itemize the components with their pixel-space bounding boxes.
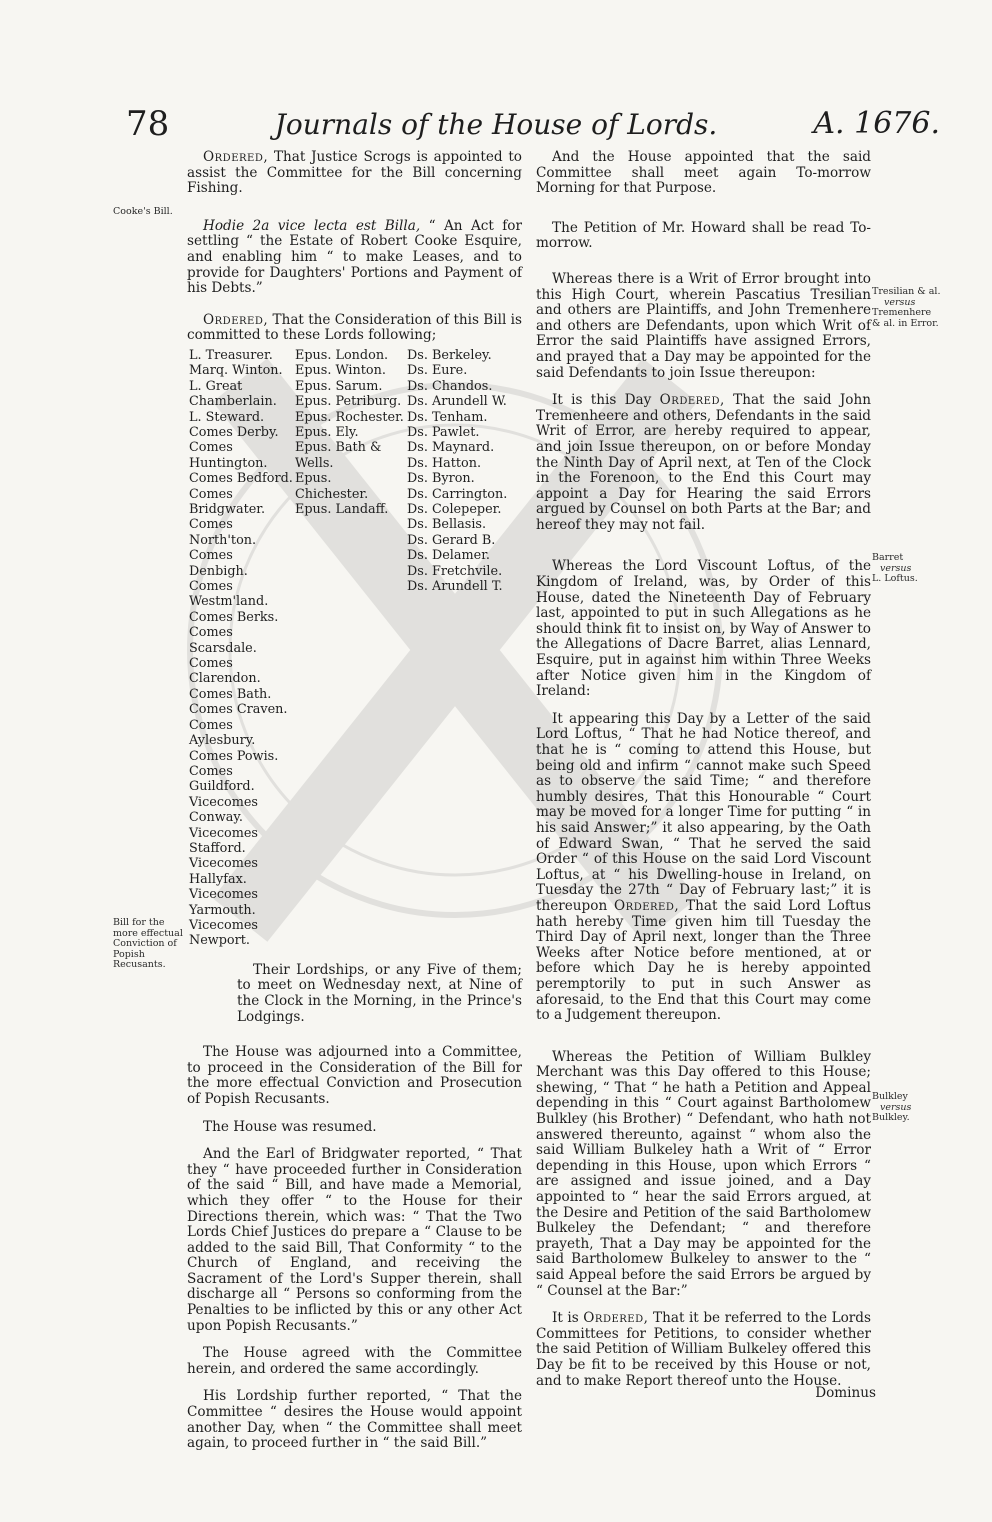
lord-name: Ds. Fretchvile.: [407, 563, 503, 579]
margin-note-line: L. Loftus.: [872, 573, 918, 584]
margin-note-line: Bulkley.: [872, 1112, 910, 1123]
page-header: [0, 104, 992, 148]
order-lead: Ordered,: [659, 392, 725, 409]
lord-name: Epus. Petriburg.: [295, 394, 402, 410]
margin-note-line: Barret: [872, 552, 904, 563]
lord-name: Epus. Chichester.: [295, 471, 369, 502]
loftus-order: [536, 712, 871, 1024]
latin-lead: Hodie 2a vice lecta est Billa,: [203, 217, 421, 234]
lord-name: Epus. Winton.: [295, 363, 386, 379]
bulkley-petition: Whereas the Petition of William Bulkley Merchant was this Day offered to this House; shewing, “ That “ he hath a Petition and Appeal depending in this “ Court against Bartholomew Bulkley (his Brother) “ Defendant, who hath not answered thereunto, against “ whom also the said William Bulkeley hath a Writ of “ Error depending in this House, upon which Errors “ are assigned and issue joined, and a Day appointed to “ hear the said Errors argued, at the Desire and Petition of the said Bartholomew Bulkeley the Defendant; “ and therefore prayeth, That a Day may be appointed for the said Bartholomew Bulkeley to answer to the “ said Appeal before the said Errors be argued by “ Counsel at the Bar:”: [536, 1048, 871, 1299]
lord-name: Comes Berks.: [189, 609, 279, 625]
lord-name: Ds. Tenham.: [407, 409, 488, 425]
lord-name: Ds. Eure.: [407, 363, 468, 379]
page-number: 78: [126, 104, 170, 144]
further-report: His Lordship further reported, “ That the Committee “ desires the House would appoint another Day, when “ the Committee shall meet again, to proceed further in “ the said Bill.”: [187, 1388, 522, 1452]
order-text: That the said Lord Loftus hath hereby Time given him till Tuesday the Third Day of April next, longer than the Three Weeks after Notice before mentioned, at or before which Day he is hereby appointed peremptorily to put in such Answer as aforesaid, to the End that this Court may come to a Judgement thereupon.: [536, 897, 871, 1024]
order-text: That the said John Tremenheere and others, Defendants in the said Writ of Error, are hereby required to appear, and join Issue thereupon, on or before Monday the Ninth Day of April next, at Ten of the Clock in the Forenoon, to the End this Court may appoint a Day for Hearing the said Errors argued by Counsel on both Parts at the Bar; and hereof they may not fail.: [536, 392, 871, 533]
left-column: [187, 150, 522, 1464]
margin-note-tresilian: [872, 287, 952, 329]
lord-name: Comes North'ton.: [189, 517, 257, 548]
lord-name: Epus. London.: [295, 347, 389, 363]
lord-name: Ds. Gerard B.: [407, 532, 496, 548]
right-column: [536, 150, 871, 1401]
lord-name: Ds. Delamer.: [407, 548, 491, 564]
lord-name: L. Treasurer.: [189, 347, 273, 363]
lord-name: Epus. Ely.: [295, 424, 359, 440]
margin-note-line: versus: [884, 296, 916, 308]
house-resumed: The House was resumed.: [203, 1118, 377, 1135]
lord-name: Comes Clarendon.: [189, 656, 261, 687]
lords-spiritual-column: [293, 348, 405, 949]
lord-name: Comes Bridgwater.: [189, 486, 266, 517]
bill-text: “ An Act for settling “ the Estate of Robert Cooke Esquire, and enabling him “ to make Leases, and to provide for Daughters' Portions and Payment of his Debts.”: [187, 217, 522, 297]
margin-note-barret: [872, 553, 942, 585]
lord-name: Comes Craven.: [189, 702, 288, 718]
lord-name: Ds. Berkeley.: [407, 347, 492, 363]
lord-name: Ds. Colepeper.: [407, 502, 502, 517]
margin-note-popish: Bill for the more effectual Conviction of Popish Recusants.: [113, 917, 183, 970]
bulkley-order: [536, 1311, 871, 1389]
lord-name: Comes Westm'land.: [189, 579, 269, 610]
margin-note-line: Bulkley: [872, 1091, 908, 1102]
order-text: That it be referred to the Lords Committees for Petitions, to consider whether the said Petition of William Bulkeley offered this Day be fit to be received by this House or not, and to make Report thereof unto the House.: [536, 1310, 871, 1389]
margin-note-line: Tremenhere: [872, 307, 932, 318]
lord-name: Comes Huntington.: [189, 440, 268, 471]
order-committee: [187, 313, 522, 344]
order-lead: Ordered,: [583, 1310, 649, 1327]
lord-name: Marq. Winton.: [189, 363, 283, 379]
lord-name: L. Steward.: [189, 409, 265, 425]
lord-name: Epus. Rochester.: [295, 409, 404, 425]
lord-name: Vicecomes Hallyfax.: [189, 856, 258, 887]
margin-note-line: versus: [880, 562, 912, 574]
lord-name: Ds. Chandos.: [407, 378, 493, 394]
order-scrogs: [187, 150, 522, 197]
lord-name: Comes Aylesbury.: [189, 717, 256, 749]
order-prefix: It is this Day: [552, 392, 660, 409]
lord-name: Epus. Bath & Wells.: [295, 440, 382, 471]
lord-name: Comes Derby.: [189, 424, 279, 440]
order-prefix: It appearing this Day by a Letter of the said Lord Loftus, “ That he had Notice thereof, and that he is “ coming to attend this House, but being old and infirm “ cannot make such Speed as to observe the said Time; “ and therefore humbly desires, That this Honourable “ Court may be moved for a longer Time for putting “ in his said Answer;” it also appearing, by the Oath of Edward Swan, “ That he served the said Order “ of this House on the said Lord Viscount Loftus, at “ his Dwelling-house in Ireland, on Tuesday the 27th “ Day of February last;” it is thereupon: [536, 710, 871, 914]
margin-note-cooke: Cooke's Bill.: [113, 206, 173, 217]
barons-column: [405, 348, 522, 949]
order-text: That the Consideration of this Bill is committed to these Lords following;: [187, 311, 522, 344]
order-prefix: It is: [552, 1310, 584, 1327]
lord-name: Ds. Arundell W.: [407, 394, 507, 410]
margin-note-line: & al. in Error.: [872, 317, 939, 329]
lord-name: L. Great Chamberlain.: [189, 378, 277, 410]
lord-name: Comes Scarsdale.: [189, 625, 257, 656]
house-adjourned: The House was adjourned into a Committee, to proceed in the Consideration of the Bill for the more effectual Conviction and Prosecution of Popish Recusants.: [187, 1044, 522, 1107]
catchword: Dominus: [815, 1385, 876, 1401]
order-lead: Ordered,: [203, 149, 269, 165]
lord-name: Epus. Sarum.: [295, 378, 383, 394]
margin-note-line: versus: [880, 1101, 912, 1113]
tresilian-order: [536, 393, 871, 533]
margin-note-line: Tresilian & al.: [872, 286, 941, 297]
lord-name: Ds. Maynard.: [407, 440, 495, 456]
lord-name: Ds. Byron.: [407, 471, 475, 487]
lord-name: Vicecomes Stafford.: [189, 825, 258, 856]
committee-appointed: And the House appointed that the said Committee shall meet again To-morrow Morning for that Purpose.: [536, 149, 871, 197]
lord-name: Vicecomes Newport.: [189, 917, 258, 949]
lord-name: Ds. Arundell T.: [407, 579, 503, 595]
howard-petition: The Petition of Mr. Howard shall be read To-morrow.: [536, 219, 871, 252]
lords-temporal-column: [187, 348, 293, 949]
order-lead: Ordered,: [203, 311, 269, 328]
order-lead: Ordered,: [614, 897, 680, 914]
lord-name: Ds. Pawlet.: [407, 424, 480, 440]
cooke-bill-reading: [187, 219, 522, 297]
house-agreed: The House agreed with the Committee herein, and ordered the same accordingly.: [187, 1345, 522, 1377]
lord-name: Ds. Carrington.: [407, 486, 508, 502]
lord-name: Comes Bath.: [189, 686, 272, 702]
lord-name: Ds. Hatton.: [407, 455, 482, 471]
lord-name: Comes Denbigh.: [189, 548, 248, 579]
loftus-whereas: Whereas the Lord Viscount Loftus, of the Kingdom of Ireland, was, by Order of this House, dated the Nineteenth Day of February last, appointed to put in such Allegations as he should think fit to insist on, by Way of Answer to the Allegations of Dacre Barret, alias Lennard, Esquire, put in against him within Three Weeks after Notice given him in the Kingdom of Ireland:: [536, 558, 871, 700]
year-heading: A. 1676.: [813, 106, 940, 141]
lord-name: Vicecomes Conway.: [189, 794, 258, 826]
bridgwater-report: And the Earl of Bridgwater reported, “ That they “ have proceeded further in Consideration of the said “ Bill, and have made a Memorial, which they offer “ to the House for their Directions therein, which was: “ That the Two Lords Chief Justices do prepare a “ Clause to be added to the said Bill, That Conformity “ to the Church of England, and receiving the Sacrament of the Lord's Supper therein, shall discharge all “ Persons so conforming from the Penalties to be inflicted by this or any other Act upon Popish Recusants.”: [187, 1146, 522, 1334]
lord-name: Comes Bedford.: [189, 471, 293, 487]
lord-name: Comes Powis.: [189, 748, 279, 764]
committee-lords-table: [187, 348, 522, 949]
order-text: That Justice Scrogs is appointed to assist the Committee for the Bill concerning Fishing.: [187, 149, 522, 197]
lord-name: Vicecomes Yarmouth.: [189, 887, 258, 918]
committee-meeting-note: Their Lordships, or any Five of them; to meet on Wednesday next, at Nine of the Clock in the Morning, in the Prince's Lodgings.: [237, 961, 522, 1025]
lord-name: Epus. Landaff.: [295, 502, 389, 517]
lord-name: Ds. Bellasis.: [407, 517, 487, 533]
lord-name: Comes Guildford.: [189, 763, 255, 795]
tresilian-writ: Whereas there is a Writ of Error brought into this High Court, wherein Pascatius Tresilian and others are Plaintiffs, and John Tremenhere and others are Defendants, upon which Writ of Error the said Plaintiffs have assigned Errors, and prayed that a Day may be appointed for the said Defendants to join Issue thereupon:: [536, 270, 871, 381]
running-title: Journals of the House of Lords.: [274, 108, 718, 141]
margin-note-bulkley: [872, 1092, 942, 1124]
